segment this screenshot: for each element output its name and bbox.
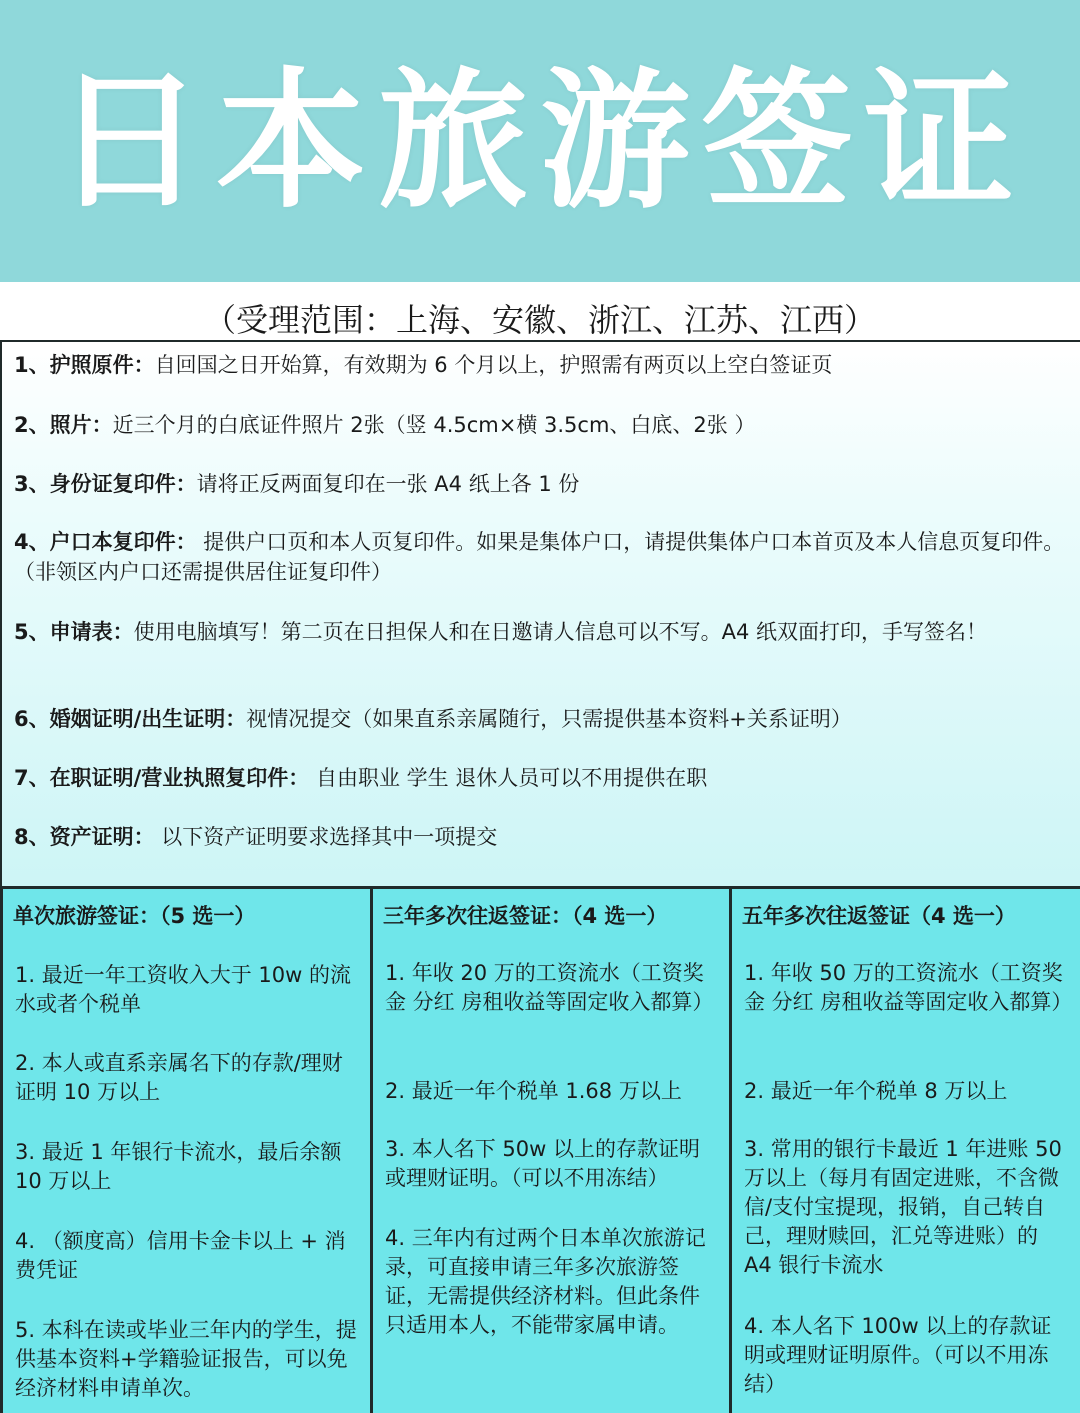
list-item: 1. 最近一年工资收入大于 10w 的流水或者个税单 [15,963,351,1016]
list-item: 5. 本科在读或毕业三年内的学生，提供基本资料+学籍验证报告，可以免经济材料申请单次。 [15,1318,357,1400]
requirement-label: 7、在职证明/营业执照复印件： [14,766,310,790]
list-item: 4. 三年内有过两个日本单次旅游记录，可直接申请三年多次旅游签证，无需提供经济材料。但此条件只适用本人，不能带家属申请。 [385,1226,706,1337]
requirement-item [14,704,1076,734]
list-item: 4. 本人名下 100w 以上的存款证明或理财证明原件。（可以不用冻结） [744,1314,1052,1396]
list-item: 2. 最近一年个税单 8 万以上 [744,1079,1008,1103]
requirement-item [14,763,1076,793]
column-title: 三年多次往返签证：（4 选一） [383,904,668,928]
list-item: 3. 常用的银行卡最近 1 年进账 50 万以上（每月有固定进账，不含微信/支付宝提现，报销，自己转自己，理财赎回，汇兑等进账）的 A4 银行卡流水 [744,1137,1062,1277]
requirement-label: 3、身份证复印件： [14,472,197,496]
requirement-item [14,617,1076,647]
requirement-text: 提供户口页和本人页复印件。如果是集体户口，请提供集体户口本首页及本人信息页复印件。（非领区内户口还需提供居住证复印件） [14,530,1065,584]
page-title: 日本旅游签证 [53,55,1026,229]
list-item: 4. （额度高）信用卡金卡以上 + 消费凭证 [15,1229,346,1282]
requirement-label: 5、申请表： [14,620,134,644]
requirement-label: 2、照片： [14,413,113,437]
requirement-item [14,469,1076,499]
title-banner [0,0,1080,282]
requirement-text: 视情况提交（如果直系亲属随行，只需提供基本资料+关系证明） [246,707,852,731]
requirement-item [14,350,1076,380]
list-item: 1. 年收 50 万的工资流水（工资奖金 分红 房租收益等固定收入都算） [744,961,1073,1014]
list-item: 3. 最近 1 年银行卡流水，最后余额 10 万以上 [15,1140,342,1193]
requirement-text: 使用电脑填写！第二页在日担保人和在日邀请人信息可以不写。A4 纸双面打印，手写签名！ [133,620,988,644]
requirement-text: 自由职业 学生 退休人员可以不用提供在职 [309,766,708,790]
requirement-label: 8、资产证明： [14,825,155,849]
list-item: 2. 最近一年个税单 1.68 万以上 [385,1079,682,1103]
list-item: 2. 本人或直系亲属名下的存款/理财证明 10 万以上 [15,1051,343,1104]
requirement-item [14,822,1076,852]
requirement-label: 1、护照原件： [14,353,155,377]
requirement-item [14,410,1076,440]
requirements-list [0,340,1080,888]
column-title: 单次旅游签证：（5 选一） [13,904,256,928]
list-item: 3. 本人名下 50w 以上的存款证明或理财证明。（可以不用冻结） [385,1137,700,1190]
requirement-text: 以下资产证明要求选择其中一项提交 [154,825,498,849]
single-entry-column [0,889,370,1413]
five-year-column [729,889,1080,1413]
column-title: 五年多次往返签证（4 选一） [742,904,1016,928]
requirement-label: 4、户口本复印件： [14,530,197,554]
requirement-text: 请将正反两面复印在一张 A4 纸上各 1 份 [196,472,580,496]
list-item: 1. 年收 20 万的工资流水（工资奖金 分红 房租收益等固定收入都算） [385,961,714,1014]
requirement-item [14,527,1076,587]
requirement-label: 6、婚姻证明/出生证明： [14,707,247,731]
scope-subtitle: （受理范围：上海、安徽、浙江、江苏、江西） [203,301,876,339]
three-year-column [370,889,729,1413]
requirement-text: 自回国之日开始算，有效期为 6 个月以上，护照需有两页以上空白签证页 [154,353,833,377]
visa-options-grid [0,886,1080,1413]
requirement-text: 近三个月的白底证件照片 2张（竖 4.5cm×横 3.5cm、白底、2张 ） [112,413,756,437]
